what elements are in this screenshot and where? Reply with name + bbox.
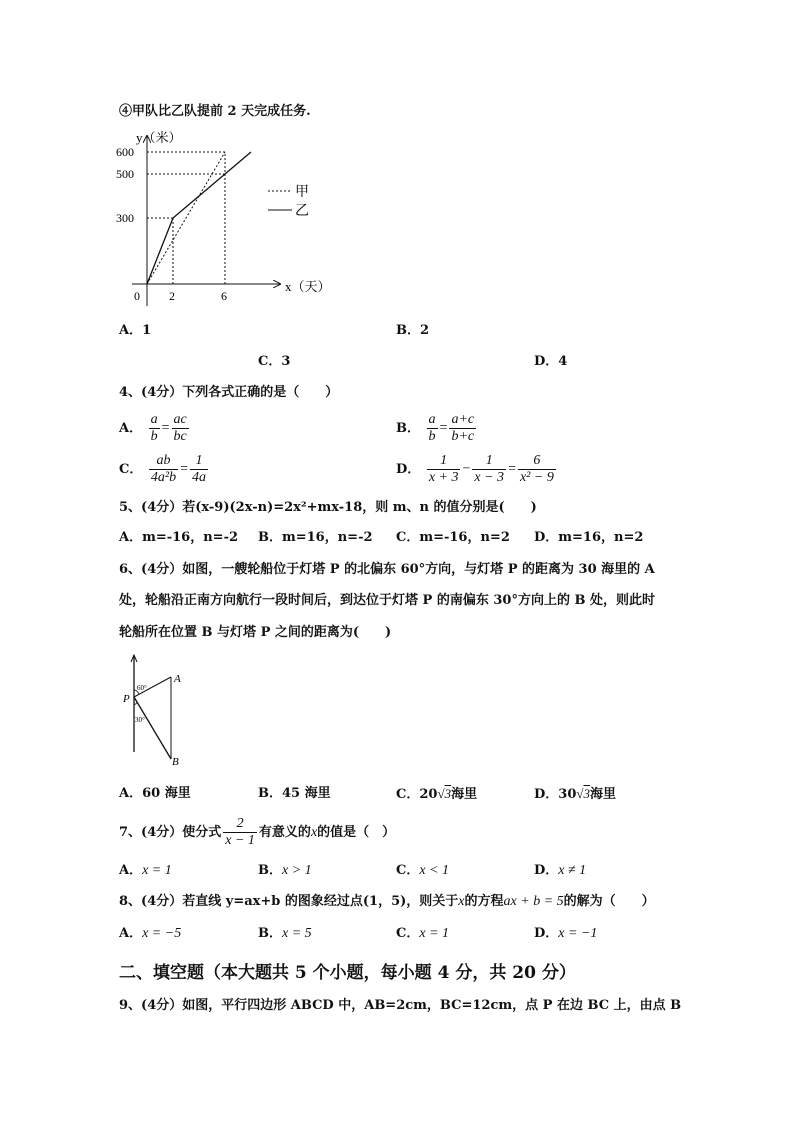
q7-option-b: B．x > 1 (258, 863, 312, 878)
q4-option-a: A． $\frac{a}{b}$ = $\frac{ac}{bc}$ (119, 412, 187, 444)
label-B: B (172, 756, 179, 768)
section-2-title: 二、填空题（本大题共 5 个小题，每小题 4 分，共 20 分） (119, 963, 576, 983)
q6-option-a: A．60 海里 (119, 786, 191, 801)
q8-option-c: C．x = 1 (396, 926, 450, 941)
q4-option-c: C． $\frac{ab}{\text{4a²b}}$ = $\frac{1}{4a}$ (119, 453, 206, 485)
q6-stem-line2: 处，轮船沿正南方向航行一段时间后，到达位于灯塔 P 的南偏东 30°方向上的 B 处，则此时 (119, 593, 655, 608)
legend-jia-label: 甲 (295, 185, 309, 200)
q7-option-c: C．x < 1 (396, 863, 450, 878)
y-axis-label: y（米） (136, 130, 182, 145)
label-A: A (174, 673, 181, 685)
q9-stem: 9、(4分）如图，平行四边形 ABCD 中，AB=2cm，BC=12cm，点 P 在边 BC 上，由点 B (119, 998, 682, 1013)
q6-option-c: C．20√3海里 (396, 786, 478, 802)
series-yi-line (147, 152, 251, 284)
q8-stem: 8、(4分）若直线 y=ax+b 的图象经过点(1，5)，则关于x的方程ax + b = 5的解为（ ） (119, 894, 655, 909)
q8-option-b: B．x = 5 (258, 926, 312, 941)
x-axis-label: x（天） (285, 279, 331, 294)
q5-stem: 5、(4分）若(x-9)(2x-n)=2x²+mx-18，则 m、n 的值分别是( ) (119, 500, 537, 515)
label-P: P (123, 693, 130, 705)
series-jia-line (147, 152, 225, 284)
q5-option-a: A．m=-16，n=-2 (119, 530, 239, 545)
y-tick-label-300: 300 (116, 211, 134, 225)
q7-option-d: D．x ≠ 1 (534, 863, 587, 878)
q7-stem: 7、(4分）使分式 $\frac{2}{x - 1}$ 有意义的x的值是（ ） (119, 816, 396, 848)
q6-stem-line3: 轮船所在位置 B 与灯塔 P 之间的距离为( ) (119, 625, 392, 640)
origin-label: 0 (134, 289, 140, 303)
q3-line-chart (110, 124, 340, 314)
q4-option-b: B． $\frac{a}{b}$ = $\frac{a+c}{b+c}$ (396, 412, 475, 444)
x-tick-label-2: 2 (169, 289, 175, 303)
q3-option-d: D．4 (534, 354, 568, 369)
q3-item4: ④甲队比乙队提前 2 天完成任务. (119, 104, 311, 119)
q4-option-d: D． $\frac{1}{x + 3}$ − $\frac{1}{x - 3}$ = $\frac{6}{\text{x² − 9}}$ (396, 453, 554, 485)
q5-option-b: B．m=16，n=-2 (258, 530, 373, 545)
label-angle-60: 60° (137, 684, 147, 692)
q3-option-b: B．2 (396, 323, 430, 338)
q4-stem: 4、(4分）下列各式正确的是（ ） (119, 385, 339, 400)
q7-option-a: A．x = 1 (119, 863, 172, 878)
q8-option-a: A．x = −5 (119, 926, 182, 941)
y-tick-label-500: 500 (116, 167, 134, 181)
segment-PB (134, 697, 171, 759)
q3-option-c: C．3 (258, 354, 291, 369)
q6-figure (118, 652, 198, 770)
label-angle-30: 30° (135, 716, 145, 724)
q8-option-d: D．x = −1 (534, 926, 598, 941)
q3-option-a: A．1 (119, 323, 152, 338)
q5-option-d: D．m=16，n=2 (534, 530, 644, 545)
q6-stem-line1: 6、(4分）如图，一艘轮船位于灯塔 P 的北偏东 60°方向，与灯塔 P 的距离为 30 海里的 A (119, 562, 655, 577)
y-tick-label-600: 600 (116, 145, 134, 159)
q5-option-c: C．m=-16，n=2 (396, 530, 510, 545)
q6-option-d: D．30√3海里 (534, 786, 617, 802)
x-tick-label-6: 6 (221, 289, 227, 303)
legend-yi-label: 乙 (295, 204, 309, 219)
q6-option-b: B．45 海里 (258, 786, 331, 801)
